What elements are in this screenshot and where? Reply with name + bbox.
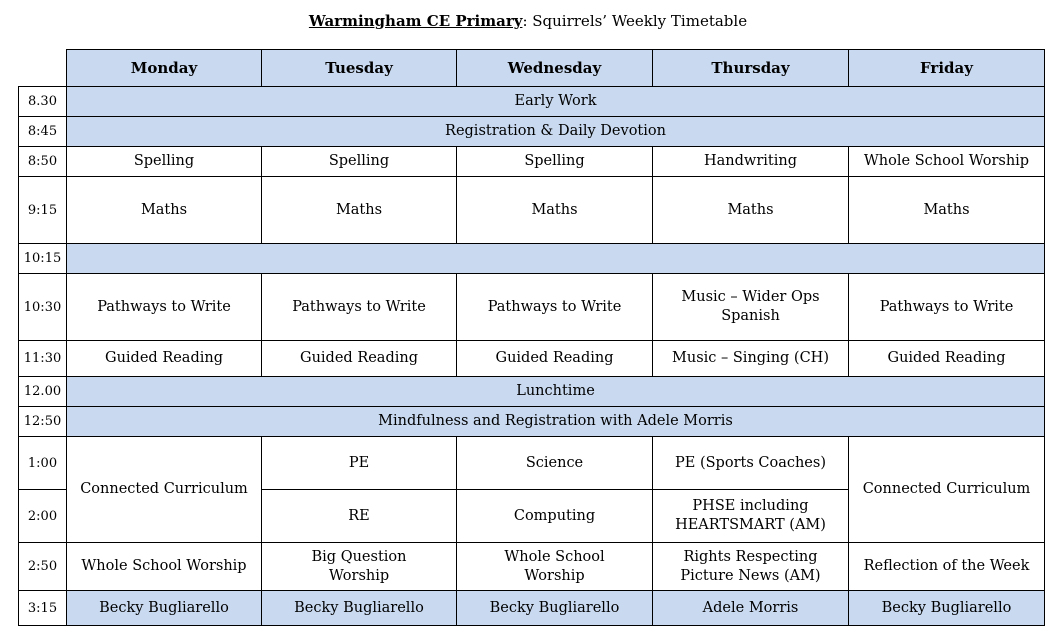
time-cell: 12.00 bbox=[19, 377, 67, 407]
table-row bbox=[19, 377, 1045, 407]
lesson-cell: Maths bbox=[849, 177, 1045, 244]
lesson-cell: Spelling bbox=[262, 147, 457, 177]
time-cell: 11:30 bbox=[19, 341, 67, 377]
lesson-cell bbox=[457, 543, 653, 591]
timetable bbox=[18, 49, 1045, 626]
day-header-wednesday: Wednesday bbox=[457, 50, 653, 87]
time-cell: 10:15 bbox=[19, 244, 67, 274]
lesson-cell: Maths bbox=[653, 177, 849, 244]
lesson-line: Picture News (AM) bbox=[680, 567, 821, 584]
staff-cell: Adele Morris bbox=[653, 591, 849, 626]
timetable-title: : Squirrels’ Weekly Timetable bbox=[522, 12, 748, 30]
staff-cell: Becky Bugliarello bbox=[262, 591, 457, 626]
registration-band: Registration & Daily Devotion bbox=[67, 117, 1045, 147]
corner-cell bbox=[19, 50, 67, 87]
lesson-line: Whole School bbox=[504, 548, 605, 565]
lesson-cell: Science bbox=[457, 437, 653, 490]
table-row bbox=[19, 177, 1045, 244]
lesson-cell: Connected Curriculum bbox=[849, 437, 1045, 543]
lesson-cell: Handwriting bbox=[653, 147, 849, 177]
lesson-cell bbox=[262, 543, 457, 591]
table-row bbox=[19, 87, 1045, 117]
lesson-cell: PE (Sports Coaches) bbox=[653, 437, 849, 490]
lesson-cell: PE bbox=[262, 437, 457, 490]
staff-cell: Becky Bugliarello bbox=[849, 591, 1045, 626]
table-row bbox=[19, 274, 1045, 341]
day-header-thursday: Thursday bbox=[653, 50, 849, 87]
lesson-line: Big Question bbox=[311, 548, 407, 565]
table-row bbox=[19, 543, 1045, 591]
day-header-monday: Monday bbox=[67, 50, 262, 87]
lesson-line: PHSE including bbox=[692, 498, 809, 514]
lesson-line: Worship bbox=[524, 567, 585, 584]
lunch-band: Lunchtime bbox=[67, 377, 1045, 407]
time-cell: 9:15 bbox=[19, 177, 67, 244]
lesson-cell: Spelling bbox=[67, 147, 262, 177]
lesson-cell: Computing bbox=[457, 490, 653, 543]
lesson-cell bbox=[653, 274, 849, 341]
lesson-cell: Maths bbox=[67, 177, 262, 244]
lesson-cell: Guided Reading bbox=[262, 341, 457, 377]
lesson-cell: Pathways to Write bbox=[849, 274, 1045, 341]
time-cell: 2:00 bbox=[19, 490, 67, 543]
lesson-cell: Whole School Worship bbox=[849, 147, 1045, 177]
time-cell: 8:50 bbox=[19, 147, 67, 177]
table-row bbox=[19, 341, 1045, 377]
day-header-tuesday: Tuesday bbox=[262, 50, 457, 87]
page-title bbox=[0, 12, 1056, 30]
time-cell: 1:00 bbox=[19, 437, 67, 490]
lesson-cell bbox=[653, 543, 849, 591]
time-cell: 3:15 bbox=[19, 591, 67, 626]
staff-cell: Becky Bugliarello bbox=[457, 591, 653, 626]
lesson-line: Spanish bbox=[721, 308, 780, 324]
lesson-line: Music – Wider Ops bbox=[681, 289, 820, 305]
day-header-friday: Friday bbox=[849, 50, 1045, 87]
time-cell: 2:50 bbox=[19, 543, 67, 591]
lesson-cell: Maths bbox=[262, 177, 457, 244]
time-cell: 8:45 bbox=[19, 117, 67, 147]
lesson-cell: Spelling bbox=[457, 147, 653, 177]
time-cell: 12:50 bbox=[19, 407, 67, 437]
staff-cell: Becky Bugliarello bbox=[67, 591, 262, 626]
lesson-cell: Pathways to Write bbox=[457, 274, 653, 341]
lesson-cell: Guided Reading bbox=[457, 341, 653, 377]
lesson-line: Rights Respecting bbox=[683, 548, 818, 565]
lesson-cell bbox=[653, 490, 849, 543]
early-work-band: Early Work bbox=[67, 87, 1045, 117]
time-cell: 10:30 bbox=[19, 274, 67, 341]
header-row bbox=[19, 50, 1045, 87]
lesson-cell: Reflection of the Week bbox=[849, 543, 1045, 591]
table-row bbox=[19, 591, 1045, 626]
lesson-cell: RE bbox=[262, 490, 457, 543]
break-band bbox=[67, 244, 1045, 274]
lesson-cell: Music – Singing (CH) bbox=[653, 341, 849, 377]
lesson-line: HEARTSMART (AM) bbox=[675, 517, 826, 533]
table-row bbox=[19, 244, 1045, 274]
lesson-cell: Guided Reading bbox=[67, 341, 262, 377]
lesson-cell: Connected Curriculum bbox=[67, 437, 262, 543]
lesson-cell: Whole School Worship bbox=[67, 543, 262, 591]
lesson-cell: Pathways to Write bbox=[67, 274, 262, 341]
lesson-cell: Guided Reading bbox=[849, 341, 1045, 377]
table-row bbox=[19, 407, 1045, 437]
lesson-line: Worship bbox=[328, 567, 390, 584]
school-name: Warmingham CE Primary bbox=[308, 12, 523, 30]
table-row bbox=[19, 147, 1045, 177]
lesson-cell: Pathways to Write bbox=[262, 274, 457, 341]
time-cell: 8.30 bbox=[19, 87, 67, 117]
table-row bbox=[19, 437, 1045, 490]
lesson-cell: Maths bbox=[457, 177, 653, 244]
mindfulness-band: Mindfulness and Registration with Adele Morris bbox=[67, 407, 1045, 437]
table-row bbox=[19, 117, 1045, 147]
